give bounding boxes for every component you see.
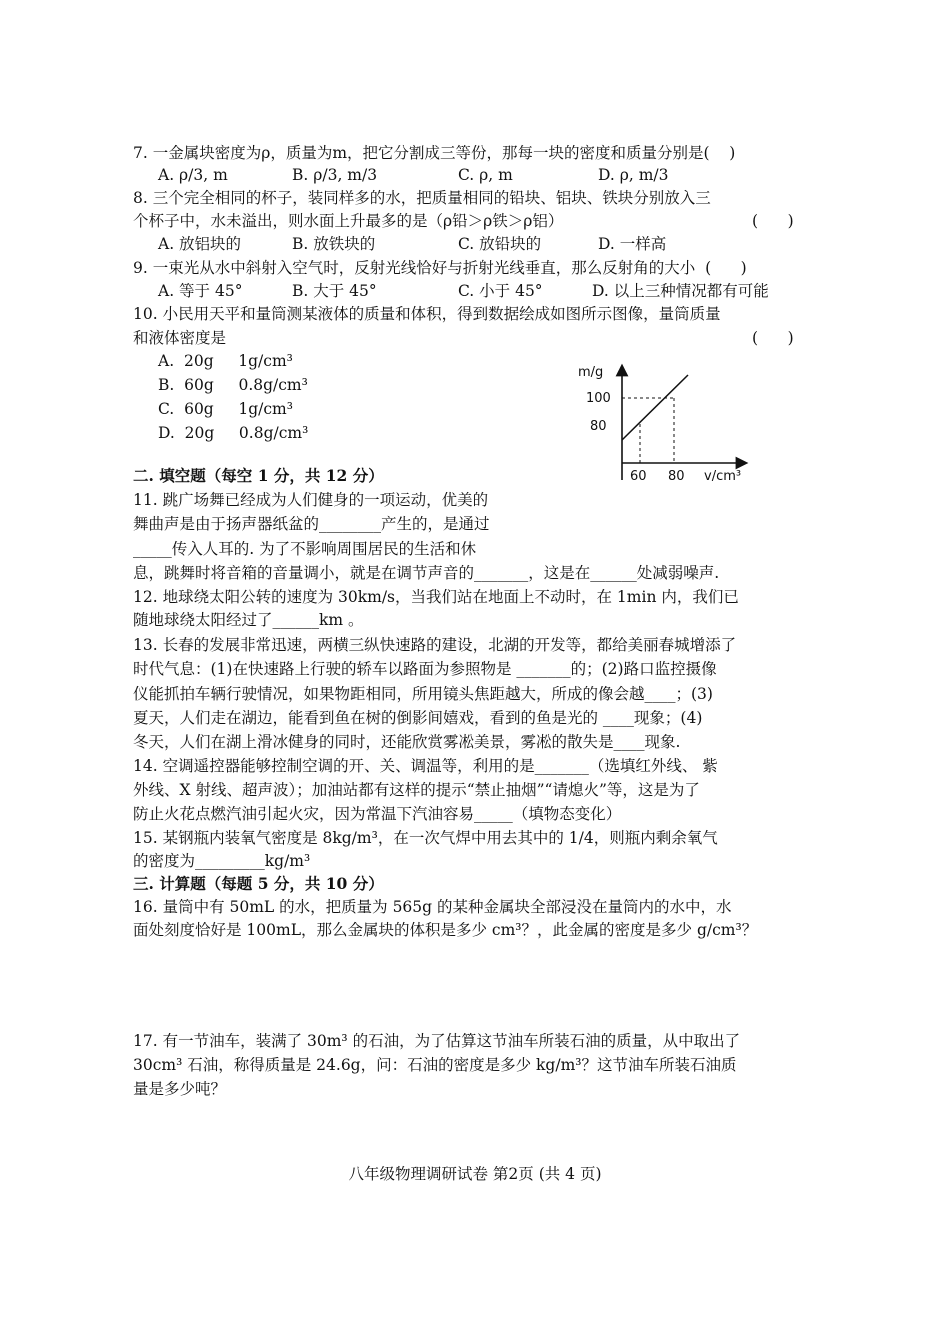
q12-line-1: 12. 地球绕太阳公转的速度为 30km/s，当我们站在地面上不动时，在 1min 内，我们已 bbox=[133, 588, 739, 606]
q14-line-2: 外线、X 射线、超声波）；加油站都有这样的提示“禁止抽烟”“请熄火”等，这是为了 bbox=[133, 781, 700, 799]
q10-option-c: C. 60g 1g/cm³ bbox=[158, 400, 293, 418]
q7-option-b: B. ρ/3, m/3 bbox=[292, 166, 378, 184]
q8-option-c: C. 放铅块的 bbox=[458, 235, 542, 253]
q10-answer-bracket: ( ) bbox=[752, 329, 794, 347]
q8-line-1: 8. 三个完全相同的杯子，装同样多的水，把质量相同的铅块、铝块、铁块分别放入三 bbox=[133, 189, 711, 207]
q14-line-3: 防止火花点燃汽油引起火灾，因为常温下汽油容易_____（填物态变化） bbox=[133, 805, 622, 823]
q7-option-c: C. ρ, m bbox=[458, 166, 513, 184]
q8-option-d: D. 一样高 bbox=[598, 235, 667, 253]
q11-line-2: 舞曲声是由于扬声器纸盆的________产生的，是通过 bbox=[133, 515, 490, 533]
q16-line-1: 16. 量筒中有 50mL 的水，把质量为 565g 的某种金属块全部浸没在量筒内的水中，水 bbox=[133, 898, 732, 916]
q10-line-2: 和液体密度是 bbox=[133, 329, 227, 347]
y-axis-label: m/g bbox=[578, 365, 604, 380]
q7-stem: 7. 一金属块密度为ρ，质量为m，把它分割成三等份，那每一块的密度和质量分别是( ) bbox=[133, 144, 736, 162]
q8-answer-bracket: ( ) bbox=[752, 212, 794, 230]
section-3-heading: 三. 计算题（每题 5 分，共 10 分） bbox=[133, 874, 384, 893]
q10-option-d: D. 20g 0.8g/cm³ bbox=[158, 424, 309, 442]
q17-line-2: 30cm³ 石油，称得质量是 24.6g，问：石油的密度是多少 kg/m³？这节油车所装石油质 bbox=[133, 1056, 737, 1074]
section-2-heading: 二. 填空题（每空 1 分，共 12 分） bbox=[133, 466, 384, 485]
q9-option-c: C. 小于 45° bbox=[458, 282, 543, 300]
page-footer: 八年级物理调研试卷 第2页 (共 4 页) bbox=[348, 1165, 602, 1183]
q9-option-a: A. 等于 45° bbox=[158, 282, 243, 300]
q10-option-b: B. 60g 0.8g/cm³ bbox=[158, 376, 308, 394]
q13-line-5: 冬天，人们在湖上滑冰健身的同时，还能欣赏雾凇美景，雾凇的散失是____现象. bbox=[133, 733, 681, 751]
q13-line-2: 时代气息：(1)在快速路上行驶的轿车以路面为参照物是 _______的；(2)路口监控摄像 bbox=[133, 660, 717, 678]
q8-line-2: 个杯子中，水未溢出，则水面上升最多的是（ρ铅＞ρ铁＞ρ铝） bbox=[133, 212, 564, 230]
x-tick-60: 60 bbox=[630, 469, 647, 484]
x-axis-label: v/cm³ bbox=[704, 469, 742, 484]
q11-line-3: _____传入人耳的. 为了不影响周围居民的生活和休 bbox=[133, 540, 477, 558]
q15-line-2: 的密度为_________kg/m³ bbox=[133, 852, 311, 870]
q12-line-2: 随地球绕太阳经过了______km 。 bbox=[133, 611, 364, 629]
q17-line-3: 量是多少吨？ bbox=[133, 1080, 227, 1098]
x-tick-80: 80 bbox=[668, 469, 685, 484]
q13-line-1: 13. 长春的发展非常迅速，两横三纵快速路的建设，北湖的开发等，都给美丽春城增添了 bbox=[133, 636, 737, 654]
y-tick-80: 80 bbox=[590, 419, 607, 434]
q7-option-d: D. ρ, m/3 bbox=[598, 166, 669, 184]
q15-line-1: 15. 某钢瓶内装氧气密度是 8kg/m³，在一次气焊中用去其中的 1/4，则瓶内剩余氧气 bbox=[133, 829, 718, 847]
q17-line-1: 17. 有一节油车，装满了 30m³ 的石油，为了估算这节油车所装石油的质量，从中取出了 bbox=[133, 1032, 741, 1050]
q7-option-a: A. ρ/3, m bbox=[158, 166, 228, 184]
graph-line bbox=[622, 375, 688, 440]
q9-stem: 9. 一束光从水中斜射入空气时，反射光线恰好与折射光线垂直，那么反射角的大小 ( ) bbox=[133, 259, 747, 277]
q14-line-1: 14. 空调遥控器能够控制空调的开、关、调温等，利用的是_______（选填红外线、 紫 bbox=[133, 757, 718, 775]
q8-option-a: A. 放铝块的 bbox=[158, 235, 242, 253]
q8-option-b: B. 放铁块的 bbox=[292, 235, 376, 253]
q11-line-4: 息，跳舞时将音箱的音量调小，就是在调节声音的_______，这是在______处减弱噪声. bbox=[133, 564, 720, 582]
q10-line-1: 10. 小民用天平和量筒测某液体的质量和体积，得到数据绘成如图所示图像，量筒质量 bbox=[133, 305, 721, 323]
q9-option-b: B. 大于 45° bbox=[292, 282, 377, 300]
q11-line-1: 11. 跳广场舞已经成为人们健身的一项运动，优美的 bbox=[133, 491, 489, 509]
q10-option-a: A. 20g 1g/cm³ bbox=[158, 352, 293, 370]
mass-volume-graph bbox=[570, 360, 770, 490]
q13-line-4: 夏天，人们走在湖边，能看到鱼在树的倒影间嬉戏，看到的鱼是光的 ____现象；(4) bbox=[133, 709, 703, 727]
q9-option-d: D. 以上三种情况都有可能 bbox=[592, 282, 769, 300]
y-tick-100: 100 bbox=[586, 391, 611, 406]
q13-line-3: 仪能抓拍车辆行驶情况，如果物距相同，所用镜头焦距越大，所成的像会越____；(3) bbox=[133, 685, 713, 703]
q16-line-2: 面处刻度恰好是 100mL，那么金属块的体积是多少 cm³？，此金属的密度是多少 g/cm³？ bbox=[133, 921, 758, 939]
